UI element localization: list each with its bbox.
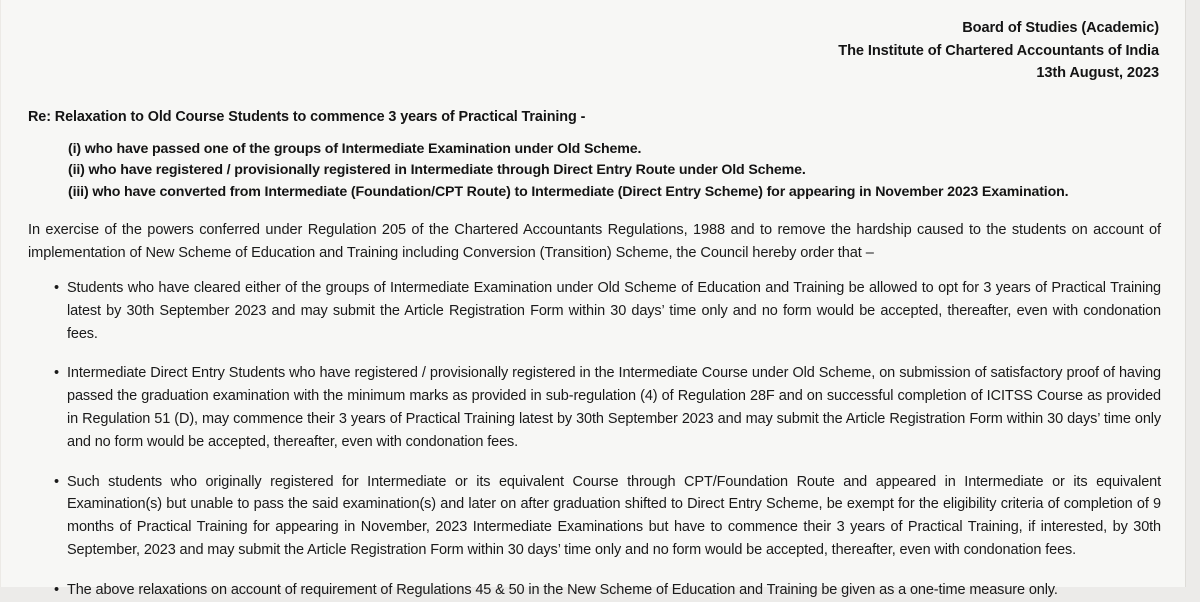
list-item-text: Such students who originally registered for Intermediate or its equivalent Course through CPT/Foundation Route and appeared in Intermediate or its equivalent Examination(s) but unable to pass the said examination(s) and later on after graduation shifted to Direct Entry Scheme, be exempt for the eligibility criteria of completion of 9 months of Practical Training for appearing in November, 2023 Intermediate Examinations but have to commence their 3 years of Practical Training, if interested, by 30th September, 2023 and may submit the Article Registration Form within 30 days’ time only and no form would be accepted, thereafter, even with condonation fees. [67, 473, 1161, 558]
list-item [28, 362, 1161, 453]
bullet-point-icon: • [54, 280, 59, 296]
order-bullet-list [28, 277, 1161, 602]
roman-item-iii: (iii) who have converted from Intermediate (Foundation/CPT Route) to Intermediate (Direct Entry Scheme) for appearing in November 2023 Examination. [68, 183, 1069, 200]
roman-item-i: (i) who have passed one of the groups of Intermediate Examination under Old Scheme. [68, 140, 642, 157]
header-organization: The Institute of Chartered Accountants of India [838, 42, 1159, 59]
roman-item-ii: (ii) who have registered / provisionally registered in Intermediate through Direct Entry Route under Old Scheme. [68, 162, 806, 178]
bullet-point-icon: • [54, 365, 59, 382]
list-item-text: Students who have cleared either of the groups of Intermediate Examination under Old Scheme of Education and Training be allowed to opt for 3 years of Practical Training latest by 30th September 2023 and may submit the Article Registration Form within 30 days’ time only and no form would be accepted, thereafter, even with condonation fees. [67, 280, 1161, 342]
body-paragraph: In exercise of the powers conferred under Regulation 205 of the Chartered Accountants Regulations, 1988 and to remove the hardship caused to the students on account of implementation of New Scheme of Education and Training including Conversion (Transition) Scheme, the Council hereby order that – [28, 222, 1161, 261]
list-item-text: Intermediate Direct Entry Students who have registered / provisionally registered in the Intermediate Course under Old Scheme, on submission of satisfactory proof of having passed the graduation examination with the minimum marks as provided in sub-regulation (4) of Regulation 28F and on successful completion of ICITSS Course as provided in Regulation 51 (D), may commence their 3 years of Practical Training latest by 30th September 2023 and may submit the Article Registration Form within 30 days’ time only and no form would be accepted, thereafter, even with condonation fees. [67, 365, 1161, 450]
list-item [28, 277, 1161, 345]
bullet-point-icon: • [54, 581, 59, 598]
document-header [28, 17, 1161, 85]
roman-numeral-list [28, 139, 1161, 204]
list-item [28, 579, 1161, 602]
header-issuing-body: Board of Studies (Academic) [962, 20, 1159, 36]
header-date: 13th August, 2023 [1036, 65, 1159, 81]
list-item-text: The above relaxations on account of requirement of Regulations 45 & 50 in the New Scheme of Education and Training be given as a one-time measure only. [67, 581, 1058, 598]
list-item [28, 471, 1161, 562]
subject-line: Re: Relaxation to Old Course Students to commence 3 years of Practical Training - [28, 108, 586, 125]
bullet-point-icon: • [54, 473, 59, 490]
